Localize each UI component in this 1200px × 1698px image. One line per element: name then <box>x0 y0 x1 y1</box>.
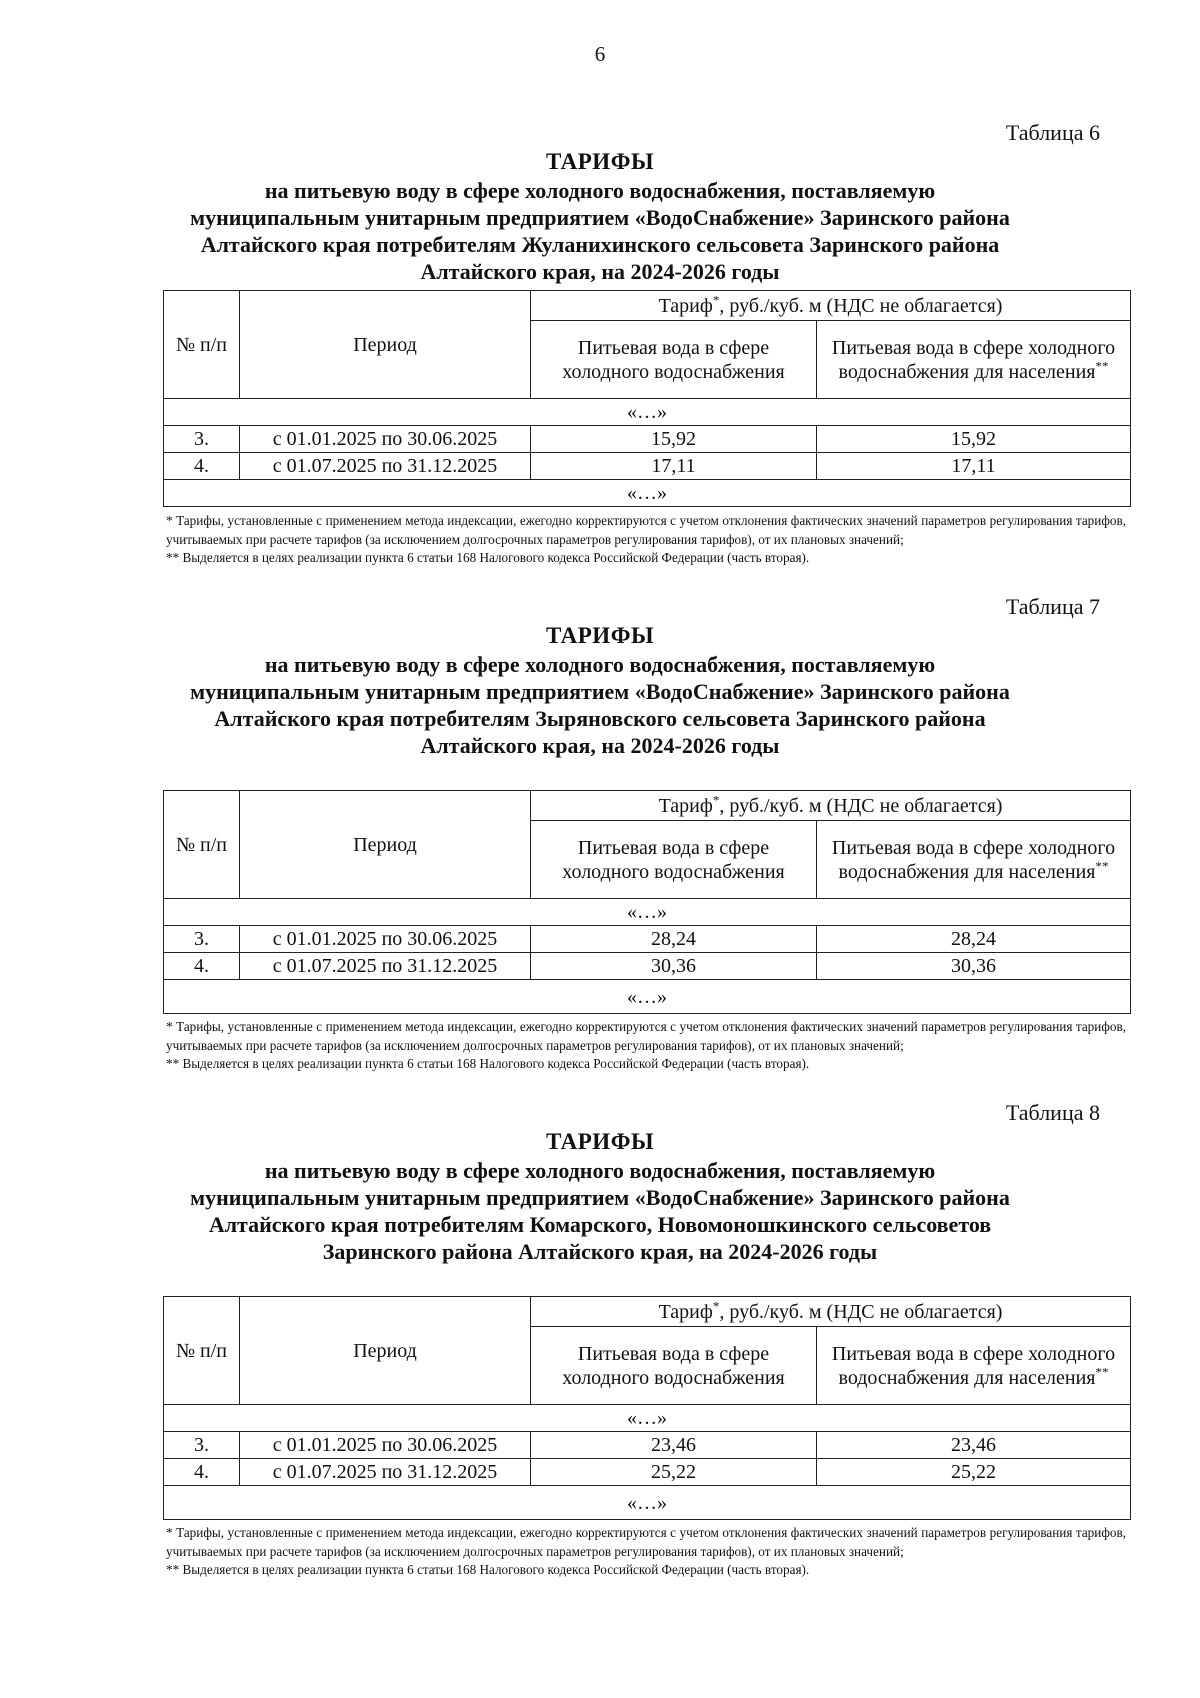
table-6-col-a-header: Питьевая вода в сфере холодного водоснабжения <box>531 321 817 399</box>
footnote-1: * Тарифы, установленные с применением метода индексации, ежегодно корректируются с учетом отклонения фактических значений параметров регулирования тарифов, учитываемых при расчете тарифов (за исключением долгосрочных параметров регулирования тарифов), от их плановых значений; <box>166 1525 1126 1559</box>
table-7-col-num-header: № п/п <box>164 791 240 899</box>
tariff-header-star: * <box>712 1297 720 1313</box>
table-8-ellipsis-row-top <box>164 1405 1131 1432</box>
table-7-title: ТАРИФЫ <box>545 623 655 648</box>
row-num: 3. <box>164 1432 240 1459</box>
row-tariff-b: 25,22 <box>817 1459 1131 1486</box>
col-b-header-text: Питьевая вода в сфере холодного водоснабжения для населения <box>831 336 1116 383</box>
table-8 <box>163 1296 1131 1520</box>
row-tariff-a: 28,24 <box>531 926 817 953</box>
row-tariff-b: 17,11 <box>817 453 1131 480</box>
row-period: с 01.01.2025 по 30.06.2025 <box>240 1432 531 1459</box>
footnote-1: * Тарифы, установленные с применением метода индексации, ежегодно корректируются с учетом отклонения фактических значений параметров регулирования тарифов, учитываемых при расчете тарифов (за исключением долгосрочных параметров регулирования тарифов), от их плановых значений; <box>166 1019 1126 1053</box>
table-6-subtitle-line-4: Алтайского края, на 2024-2026 годы <box>420 259 780 284</box>
col-b-header-text: Питьевая вода в сфере холодного водоснабжения для населения <box>831 836 1116 883</box>
table-6-subtitle-line-1: на питьевую воду в сфере холодного водоснабжения, поставляемую <box>264 178 936 203</box>
table-8-footnotes <box>166 1524 1126 1580</box>
table-8-ellipsis-row-bottom <box>164 1486 1131 1520</box>
table-7-ellipsis-row-bottom <box>164 980 1131 1014</box>
footnote-2: ** Выделяется в целях реализации пункта 6 статьи 168 Налогового кодекса Российской Федерации (часть вторая). <box>166 1056 810 1071</box>
tariff-header-rest: , руб./куб. м (НДС не облагается) <box>719 794 1003 817</box>
table-8-subtitle-line-3: Алтайского края потребителям Комарского, Новомоношкинского сельсоветов <box>208 1212 992 1237</box>
row-period: с 01.07.2025 по 31.12.2025 <box>240 1459 531 1486</box>
table-7-subtitle-line-1: на питьевую воду в сфере холодного водоснабжения, поставляемую <box>264 652 936 677</box>
col-b-header-text: Питьевая вода в сфере холодного водоснабжения для населения <box>831 1342 1116 1389</box>
table-row <box>164 453 1131 480</box>
table-7 <box>163 790 1131 1014</box>
table-7-subtitle-line-4: Алтайского края, на 2024-2026 годы <box>420 733 780 758</box>
table-7-col-b-header <box>817 821 1131 899</box>
table-8-label: Таблица 8 <box>1005 1100 1100 1125</box>
tariff-header-star: * <box>712 291 720 307</box>
table-7-tariff-header <box>531 791 1131 821</box>
table-row <box>164 426 1131 453</box>
table-7-col-period-header: Период <box>240 791 531 899</box>
table-6-col-b-header <box>817 321 1131 399</box>
table-7-subtitle-line-2: муниципальным унитарным предприятием «ВодоСнабжение» Заринского района <box>190 679 1010 704</box>
page-number: 6 <box>594 42 606 66</box>
row-tariff-b: 23,46 <box>817 1432 1131 1459</box>
table-6-title: ТАРИФЫ <box>545 149 655 174</box>
table-8-title-block <box>0 1128 1200 1265</box>
row-tariff-a: 30,36 <box>531 953 817 980</box>
table-8-col-period-header: Период <box>240 1297 531 1405</box>
tariff-header-text: Тариф <box>658 1300 713 1323</box>
col-b-header-star: ** <box>1095 1363 1109 1379</box>
row-num: 4. <box>164 453 240 480</box>
row-period: с 01.07.2025 по 31.12.2025 <box>240 453 531 480</box>
table-8-subtitle-line-2: муниципальным унитарным предприятием «ВодоСнабжение» Заринского района <box>190 1185 1010 1210</box>
table-6-ellipsis-top: «…» <box>164 399 1131 426</box>
table-6-tariff-header <box>531 291 1131 321</box>
row-num: 3. <box>164 426 240 453</box>
row-tariff-b: 28,24 <box>817 926 1131 953</box>
table-row <box>164 926 1131 953</box>
table-6-ellipsis-row-bottom <box>164 480 1131 507</box>
row-num: 4. <box>164 1459 240 1486</box>
tariff-header-rest: , руб./куб. м (НДС не облагается) <box>719 294 1003 317</box>
col-b-header-star: ** <box>1095 357 1109 373</box>
tariff-header-star: * <box>712 791 720 807</box>
table-6-title-block <box>0 148 1200 285</box>
table-row <box>164 1432 1131 1459</box>
table-7-title-block <box>0 622 1200 759</box>
table-7-label: Таблица 7 <box>1005 594 1100 619</box>
tariff-header-text: Тариф <box>658 794 713 817</box>
table-8-ellipsis-bottom: «…» <box>164 1486 1131 1520</box>
tariff-header-text: Тариф <box>658 294 713 317</box>
table-7-header-row <box>164 791 1131 821</box>
row-tariff-a: 25,22 <box>531 1459 817 1486</box>
table-8-subtitle-line-1: на питьевую воду в сфере холодного водоснабжения, поставляемую <box>264 1158 936 1183</box>
tariff-header-rest: , руб./куб. м (НДС не облагается) <box>719 1300 1003 1323</box>
row-tariff-a: 23,46 <box>531 1432 817 1459</box>
table-8-ellipsis-top: «…» <box>164 1405 1131 1432</box>
table-8-tariff-header <box>531 1297 1131 1327</box>
table-6 <box>163 290 1131 507</box>
footnote-2: ** Выделяется в целях реализации пункта 6 статьи 168 Налогового кодекса Российской Федерации (часть вторая). <box>166 1562 810 1577</box>
row-tariff-b: 30,36 <box>817 953 1131 980</box>
row-num: 4. <box>164 953 240 980</box>
table-6-ellipsis-row-top <box>164 399 1131 426</box>
footnote-2: ** Выделяется в целях реализации пункта 6 статьи 168 Налогового кодекса Российской Федерации (часть вторая). <box>166 550 810 565</box>
table-6-footnotes <box>166 512 1126 568</box>
table-row <box>164 953 1131 980</box>
table-7-ellipsis-top: «…» <box>164 899 1131 926</box>
table-8-title: ТАРИФЫ <box>545 1129 655 1154</box>
table-8-subtitle-line-4: Заринского района Алтайского края, на 2024-2026 годы <box>322 1239 878 1264</box>
table-8-col-num-header: № п/п <box>164 1297 240 1405</box>
row-period: с 01.01.2025 по 30.06.2025 <box>240 426 531 453</box>
table-row <box>164 1459 1131 1486</box>
table-6-label: Таблица 6 <box>1005 120 1100 145</box>
table-7-ellipsis-row-top <box>164 899 1131 926</box>
table-6-ellipsis-bottom: «…» <box>164 480 1131 507</box>
row-tariff-a: 15,92 <box>531 426 817 453</box>
table-6-header-row <box>164 291 1131 321</box>
table-6-subtitle-line-3: Алтайского края потребителям Жуланихинского сельсовета Заринского района <box>200 232 1000 257</box>
table-6-col-period-header: Период <box>240 291 531 399</box>
row-tariff-b: 15,92 <box>817 426 1131 453</box>
table-7-subtitle-line-3: Алтайского края потребителям Зыряновского сельсовета Заринского района <box>214 706 986 731</box>
table-8-col-a-header: Питьевая вода в сфере холодного водоснабжения <box>531 1327 817 1405</box>
footnote-1: * Тарифы, установленные с применением метода индексации, ежегодно корректируются с учетом отклонения фактических значений параметров регулирования тарифов, учитываемых при расчете тарифов (за исключением долгосрочных параметров регулирования тарифов), от их плановых значений; <box>166 513 1126 547</box>
table-7-footnotes <box>166 1018 1126 1074</box>
row-tariff-a: 17,11 <box>531 453 817 480</box>
table-6-col-num-header: № п/п <box>164 291 240 399</box>
table-8-header-row <box>164 1297 1131 1327</box>
table-6-subtitle-line-2: муниципальным унитарным предприятием «ВодоСнабжение» Заринского района <box>190 205 1010 230</box>
table-7-ellipsis-bottom: «…» <box>164 980 1131 1014</box>
table-8-col-b-header <box>817 1327 1131 1405</box>
table-7-col-a-header: Питьевая вода в сфере холодного водоснабжения <box>531 821 817 899</box>
row-num: 3. <box>164 926 240 953</box>
row-period: с 01.01.2025 по 30.06.2025 <box>240 926 531 953</box>
row-period: с 01.07.2025 по 31.12.2025 <box>240 953 531 980</box>
col-b-header-star: ** <box>1095 857 1109 873</box>
